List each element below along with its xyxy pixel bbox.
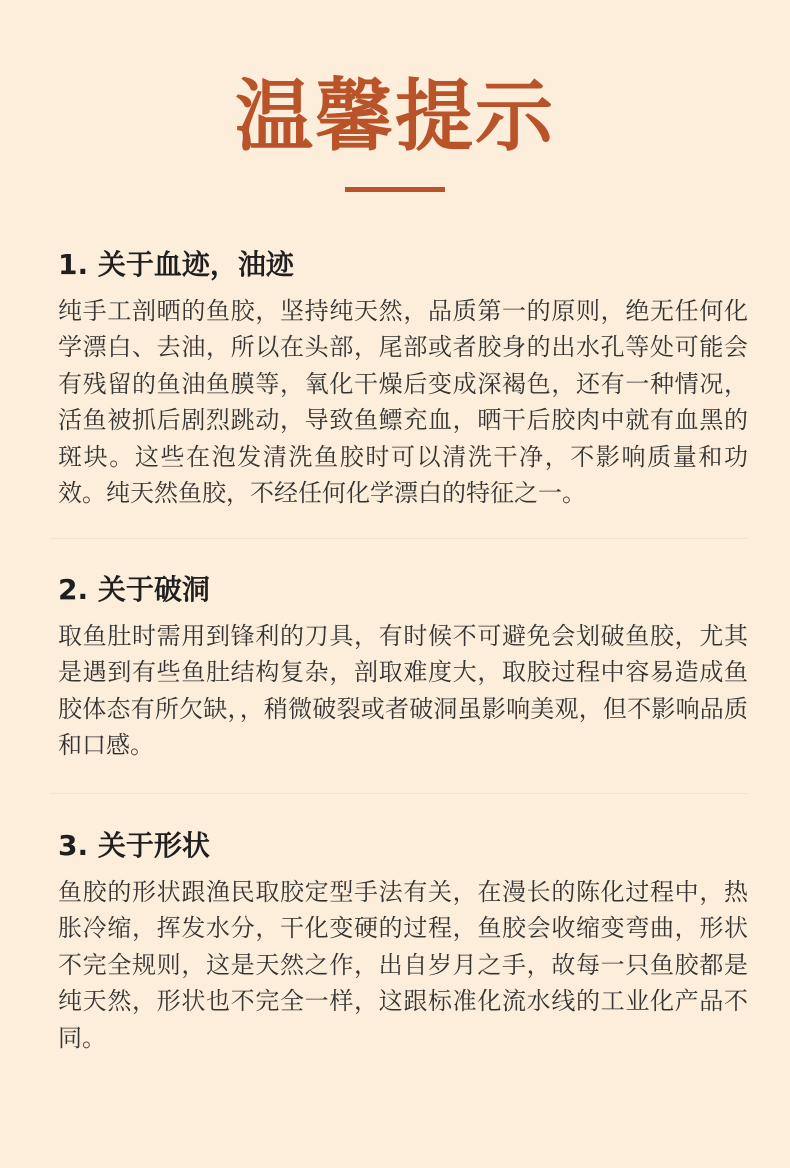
section-body: 纯手工剖晒的鱼胶，坚持纯天然，品质第一的原则，绝无任何化学漂白、去油，所以在头部，尾部或者胶身的出水孔等处可能会有残留的鱼油鱼膜等，氧化干燥后变成深褐色，还有一种情况，活鱼被抓后剧烈跳动，导致鱼鳔充血，晒干后胶肉中就有血黑的斑块。这些在泡发清洗鱼胶时可以清洗干净，不影响质量和功效。纯天然鱼胶，不经任何化学漂白的特征之一。 <box>58 297 748 508</box>
page-title: 温馨提示 <box>234 72 555 162</box>
section-divider <box>50 793 748 794</box>
section-body: 鱼胶的形状跟渔民取胶定型手法有关，在漫长的陈化过程中，热胀冷缩，挥发水分，干化变硬的过程，鱼胶会收缩变弯曲，形状不完全规则，这是天然之作，出自岁月之手，故每一只鱼胶都是纯天然，形状也不完全一样，这跟标准化流水线的工业化产品不同。 <box>58 878 748 1052</box>
section-divider <box>50 538 748 539</box>
section-heading: 3. 关于形状 <box>58 829 210 862</box>
section-heading: 1. 关于血迹，油迹 <box>58 248 294 281</box>
section-bloodstains <box>58 247 748 511</box>
section-heading: 2. 关于破洞 <box>58 573 210 606</box>
title-underline <box>345 187 445 192</box>
section-shape <box>58 828 748 1056</box>
section-body: 取鱼肚时需用到锋利的刀具，有时候不可避免会划破鱼胶，尤其是遇到有些鱼肚结构复杂，剖取难度大，取胶过程中容易造成鱼胶体态有所欠缺，，稍微破裂或者破洞虽影响美观，但不影响品质和口感。 <box>58 622 748 760</box>
section-holes <box>58 572 748 764</box>
